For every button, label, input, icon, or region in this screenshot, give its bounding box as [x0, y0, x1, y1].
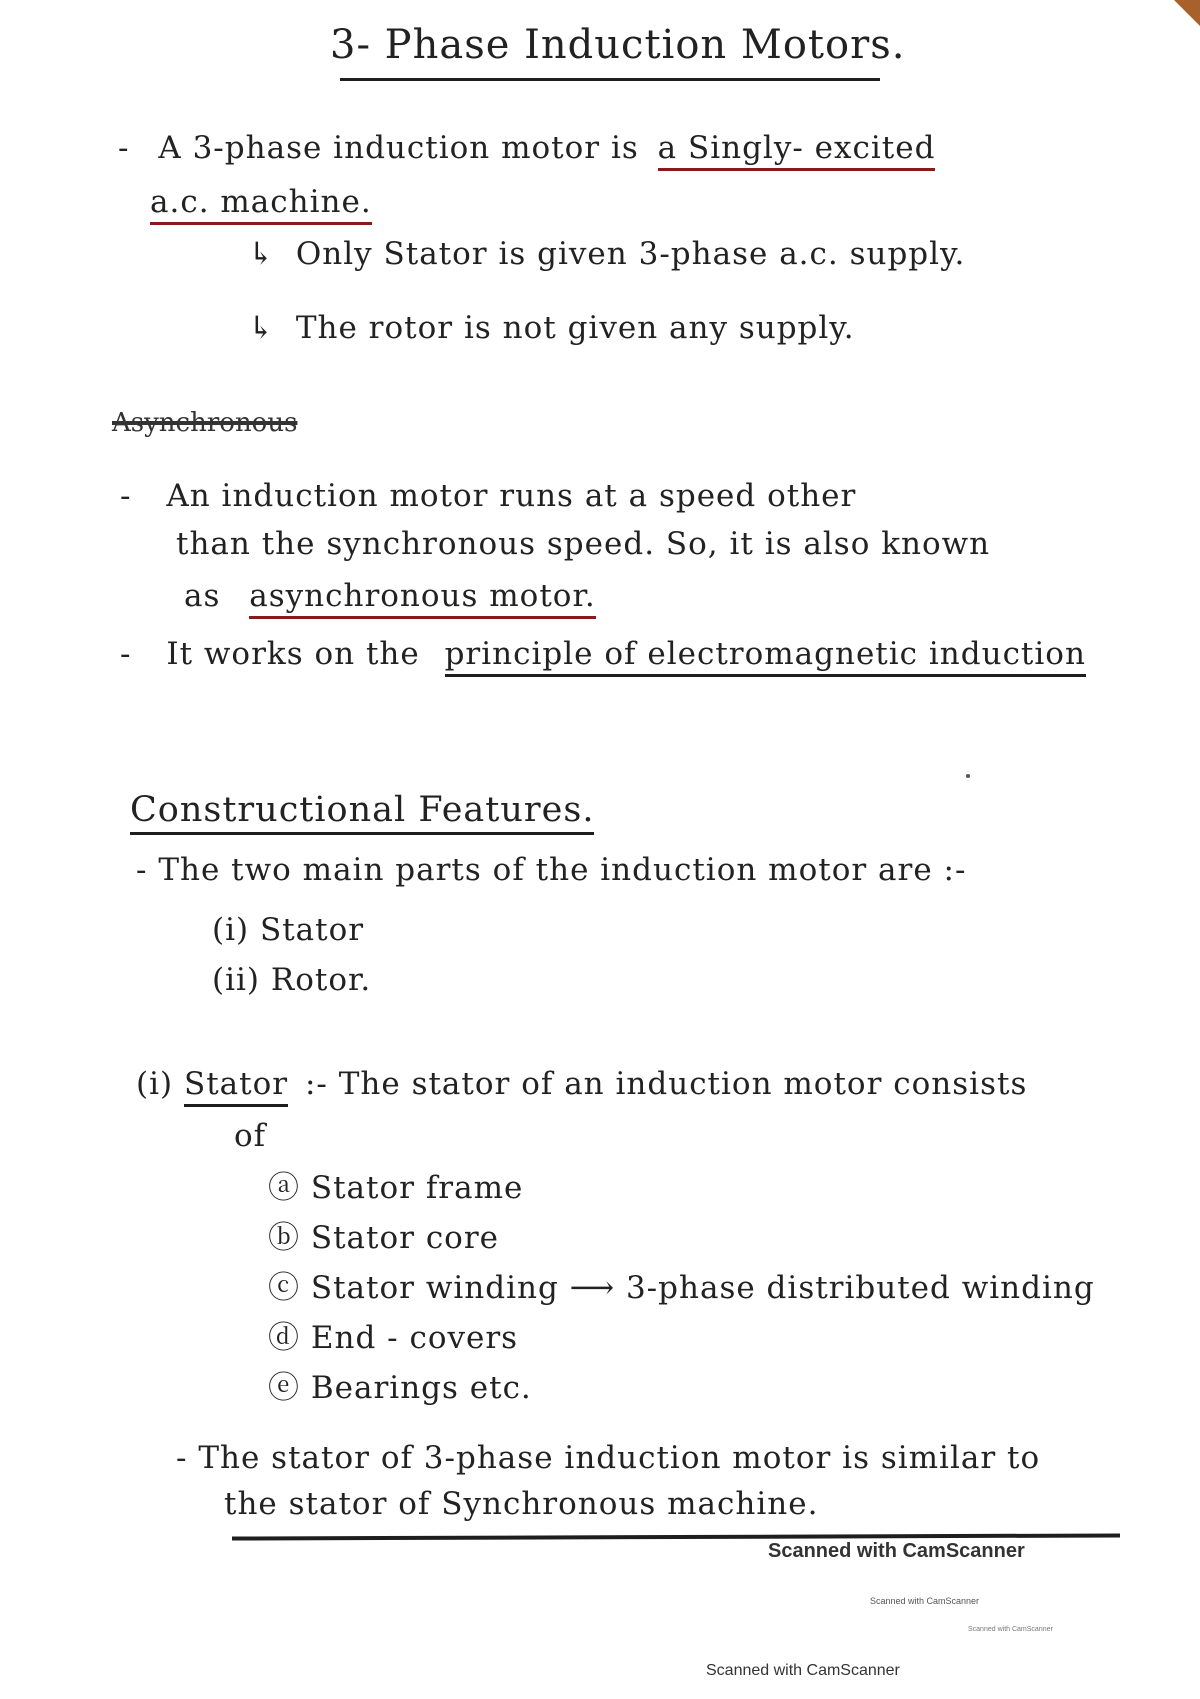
async-line-1 [120, 478, 856, 514]
arrow-icon: ↳ [248, 236, 275, 272]
asynchronous-motor-underlined: asynchronous motor. [249, 578, 595, 619]
title-underline [340, 78, 880, 81]
camscanner-watermark: Scanned with CamScanner [768, 1540, 1025, 1562]
section-heading-construction: Constructional Features. [130, 790, 594, 835]
stator-note-2: the stator of Synchronous machine. [224, 1486, 819, 1522]
principle-pre: It works on the [166, 636, 420, 672]
intro-line-1 [118, 130, 935, 166]
page-corner-fold [1174, 0, 1200, 26]
construction-intro: - The two main parts of the induction motor are :- [136, 852, 967, 888]
intro-text-underlined: a Singly- excited [658, 130, 936, 171]
stator-item-frame: ⓐ Stator frame [268, 1170, 524, 1206]
principle-underlined: principle of electromagnetic induction [445, 636, 1086, 677]
async-line-1-text: An induction motor runs at a speed other [166, 478, 857, 514]
bullet-dash: - [118, 130, 130, 166]
camscanner-watermark-small: Scanned with CamScanner [870, 1596, 980, 1606]
intro-machine-underlined: a.c. machine. [150, 184, 372, 225]
ink-speck [966, 774, 970, 778]
camscanner-watermark-tiny: Scanned with CamScanner [968, 1626, 1053, 1633]
part-rotor: (ii) Rotor. [212, 962, 372, 998]
stator-item-bearings: ⓔ Bearings etc. [268, 1370, 532, 1406]
struck-out-word: Asynchronous [112, 408, 298, 438]
intro-line-2 [150, 184, 372, 220]
stator-desc-2: of [234, 1118, 267, 1154]
part-stator: (i) Stator [212, 912, 365, 948]
page-title: 3- Phase Induction Motors. [330, 22, 906, 68]
principle-line [120, 636, 1086, 672]
bullet-dash: - [120, 636, 132, 672]
bullet-dash: - [120, 478, 132, 514]
stator-label: Stator [184, 1066, 288, 1107]
intro-sub-1 [248, 236, 965, 272]
stator-item-winding: ⓒ Stator winding ⟶ 3-phase distributed winding [268, 1270, 1095, 1306]
stator-line-1 [136, 1066, 1027, 1102]
stator-label-num: (i) [136, 1066, 174, 1102]
async-line-2: than the synchronous speed. So, it is also known [176, 526, 991, 562]
stator-desc-1: :- The stator of an induction motor consists [304, 1066, 1028, 1102]
async-line-3-pre: as [184, 578, 221, 614]
arrow-icon: ↳ [248, 310, 275, 346]
intro-sub-1-text: Only Stator is given 3-phase a.c. supply. [295, 236, 966, 272]
intro-text-pre: A 3-phase induction motor is [158, 130, 639, 166]
stator-note-1: - The stator of 3-phase induction motor is similar to [176, 1440, 1041, 1476]
intro-sub-2 [248, 310, 855, 346]
intro-sub-2-text: The rotor is not given any supply. [295, 310, 855, 346]
stator-item-core: ⓑ Stator core [268, 1220, 500, 1256]
camscanner-watermark-bottom: Scanned with CamScanner [706, 1662, 900, 1679]
stator-item-end-covers: ⓓ End - covers [268, 1320, 519, 1356]
async-line-3 [184, 578, 596, 614]
